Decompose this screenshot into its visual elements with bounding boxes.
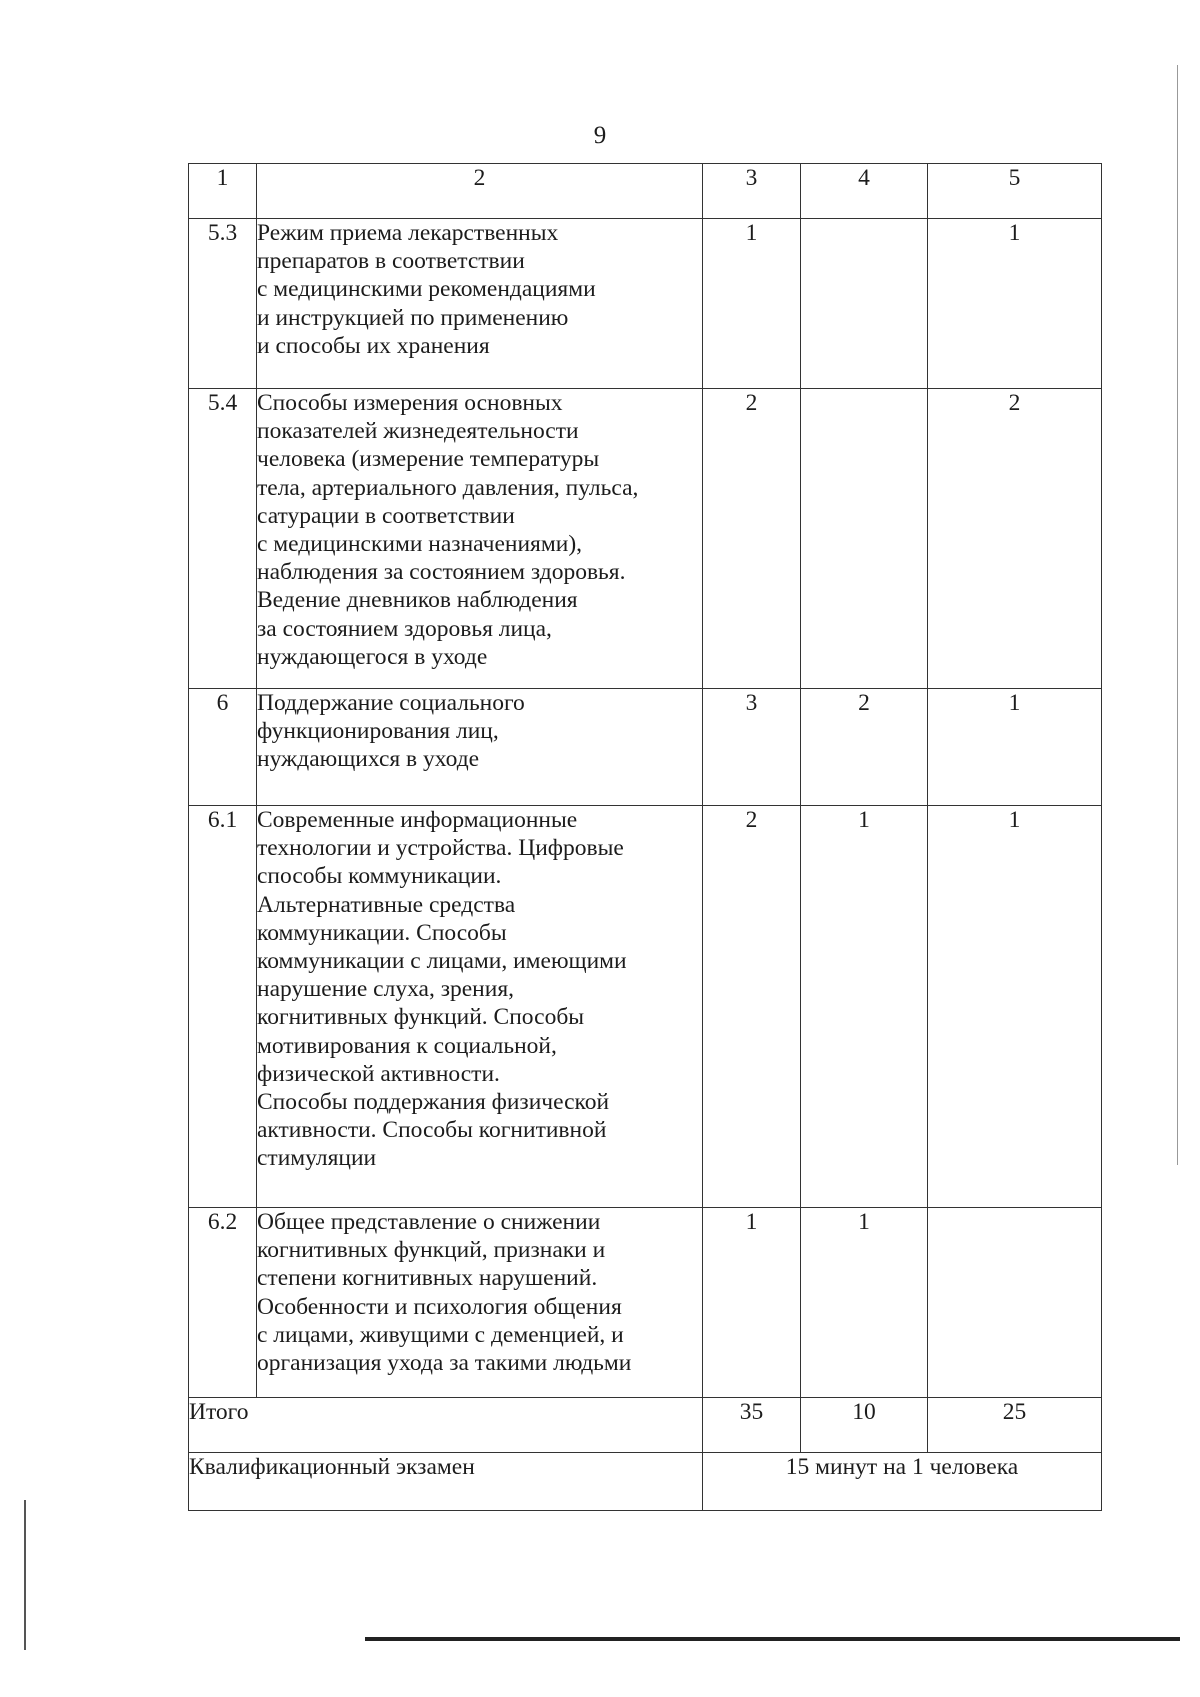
row-topic: Общее представление о снижении когнитивных функций, признаки и степени когнитивных нарушений. Особенности и психология общения с лицами, живущими с деменцией, и организация ухода за такими людьми <box>257 1208 703 1398</box>
row-practice-hours <box>928 1208 1102 1398</box>
scan-edge-line-right <box>1177 65 1178 1165</box>
row-topic: Современные информационные технологии и устройства. Цифровые способы коммуникации. Альтернативные средства коммуникации. Способы коммуникации с лицами, имеющими нарушение слуха, зрения, когнитивных функций. Способы мотивирования к социальной, физической активности. Способы поддержания физической активности. Способы когнитивной стимуляции <box>257 806 703 1208</box>
page-number: 9 <box>593 122 607 149</box>
exam-row <box>189 1453 1102 1511</box>
header-cell-1: 1 <box>189 164 257 219</box>
row-total-hours: 1 <box>703 219 801 389</box>
header-cell-2: 2 <box>257 164 703 219</box>
row-practice-hours: 1 <box>928 689 1102 806</box>
table-header-row <box>189 164 1102 219</box>
header-cell-5: 5 <box>928 164 1102 219</box>
row-total-hours: 2 <box>703 389 801 689</box>
row-number: 5.4 <box>189 389 257 689</box>
header-cell-3: 3 <box>703 164 801 219</box>
scan-bottom-bar <box>365 1637 1180 1641</box>
row-theory-hours <box>801 219 928 389</box>
row-number: 5.3 <box>189 219 257 389</box>
table-row <box>189 689 1102 806</box>
row-topic: Режим приема лекарственных препаратов в соответствии с медицинскими рекомендациями и инструкцией по применению и способы их хранения <box>257 219 703 389</box>
total-row <box>189 1398 1102 1453</box>
row-topic: Поддержание социального функционирования лиц, нуждающихся в уходе <box>257 689 703 806</box>
table-row <box>189 806 1102 1208</box>
exam-label: Квалификационный экзамен <box>189 1453 703 1511</box>
header-cell-4: 4 <box>801 164 928 219</box>
row-theory-hours: 2 <box>801 689 928 806</box>
total-label: Итого <box>189 1398 703 1453</box>
row-theory-hours: 1 <box>801 1208 928 1398</box>
row-theory-hours <box>801 389 928 689</box>
row-number: 6.2 <box>189 1208 257 1398</box>
row-practice-hours: 2 <box>928 389 1102 689</box>
scan-edge-line-left <box>24 1500 26 1650</box>
row-topic: Способы измерения основных показателей жизнедеятельности человека (измерение температуры тела, артериального давления, пульса, сатурации в соответствии с медицинскими назначениями), наблюдения за состоянием здоровья. Ведение дневников наблюдения за состоянием здоровья лица, нуждающегося в уходе <box>257 389 703 689</box>
table-row <box>189 219 1102 389</box>
table-row <box>189 389 1102 689</box>
row-total-hours: 2 <box>703 806 801 1208</box>
exam-duration: 15 минут на 1 человека <box>703 1453 1102 1511</box>
table-row <box>189 1208 1102 1398</box>
row-total-hours: 3 <box>703 689 801 806</box>
row-theory-hours: 1 <box>801 806 928 1208</box>
total-hours: 35 <box>703 1398 801 1453</box>
row-number: 6.1 <box>189 806 257 1208</box>
row-total-hours: 1 <box>703 1208 801 1398</box>
row-number: 6 <box>189 689 257 806</box>
total-theory-hours: 10 <box>801 1398 928 1453</box>
total-practice-hours: 25 <box>928 1398 1102 1453</box>
curriculum-table <box>188 163 1102 1511</box>
row-practice-hours: 1 <box>928 219 1102 389</box>
row-practice-hours: 1 <box>928 806 1102 1208</box>
